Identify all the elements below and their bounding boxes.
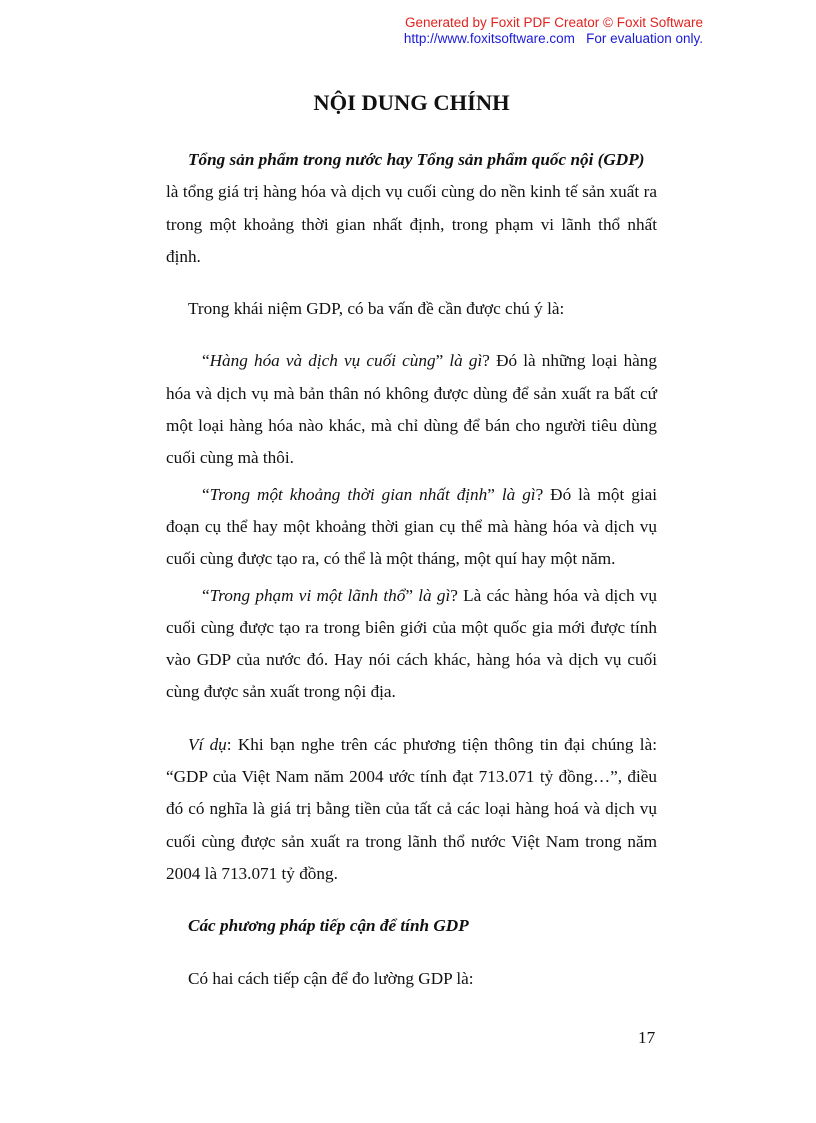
definition-paragraph [166,144,657,273]
issue-question: là gì [449,351,483,371]
approaches-intro: Có hai cách tiếp cận để đo lường GDP là: [188,968,474,988]
issue-term: Hàng hóa và dịch vụ cuối cùng [209,351,436,371]
watermark-url-line [404,31,703,47]
page-title: NỘI DUNG CHÍNH [313,90,510,115]
document-page [166,88,657,995]
issue-paragraph [166,479,657,576]
definition-body: là tổng giá trị hàng hóa và dịch vụ cuối cùng do nền kinh tế sản xuất ra trong một khoảng thời gian nhất định, trong phạm vi lãnh thổ nhất định. [166,182,657,266]
watermark-note: For evaluation only. [586,31,703,46]
issue-question: là gì [418,585,451,605]
issue-paragraph [166,345,657,474]
quote-close: ” [487,484,502,504]
issue-term: Trong phạm vi một lãnh thổ [209,585,406,605]
watermark-url: http://www.foxitsoftware.com [403,31,575,46]
approaches-heading: Các phương pháp tiếp cận để tính GDP [188,916,469,936]
definition-term: Tổng sản phẩm trong nước hay Tổng sản phẩm quốc nội (GDP) [188,150,645,169]
issue-answer: ? Đó là những loại hàng hóa và dịch vụ mà bản thân nó không được dùng để sản xuất ra bất cứ một loại hàng hóa nào khác, mà chỉ dùng để bán cho người tiêu dùng cuối cùng mà thôi. [166,351,657,468]
quote-open: “ [202,351,210,371]
example-body: : Khi bạn nghe trên các phương tiện thông tin đại chúng là: “GDP của Việt Nam năm 2004 ước tính đạt 713.071 tỷ đồng…”, điều đó có nghĩa là giá trị bằng tiền của tất cả các loại hàng hoá và dịch vụ cuối cùng được sản xuất ra trong lãnh thổ nước Việt Nam trong năm 2004 là 713.071 tỷ đồng. [166,734,657,883]
page-number: 17 [638,1028,656,1047]
quote-open: “ [202,585,210,605]
watermark-generator-text: Generated by Foxit PDF Creator © Foxit Software [404,15,703,30]
quote-close: ” [435,351,450,371]
foxit-watermark [404,15,703,47]
quote-open: “ [202,484,210,504]
issue-question: là gì [501,484,536,504]
issue-answer: ? Đó là một giai đoạn cụ thể hay một khoảng thời gian cụ thể mà hàng hóa và dịch vụ cuối cùng được tạo ra, có thể là một tháng, một quí hay một năm. [166,484,657,569]
issue-paragraph [166,580,657,709]
quote-close: ” [405,585,419,605]
issue-term: Trong một khoảng thời gian nhất định [209,484,488,504]
example-paragraph [166,729,657,890]
example-label: Ví dụ [188,734,227,754]
issue-answer: ? Là các hàng hóa và dịch vụ cuối cùng được tạo ra trong biên giới của một quốc gia mới được tính vào GDP của nước đó. Hay nói cách khác, hàng hóa và dịch vụ cuối cùng được sản xuất trong nội địa. [166,585,657,702]
issues-intro: Trong khái niệm GDP, có ba vấn đề cần được chú ý là: [188,299,565,319]
